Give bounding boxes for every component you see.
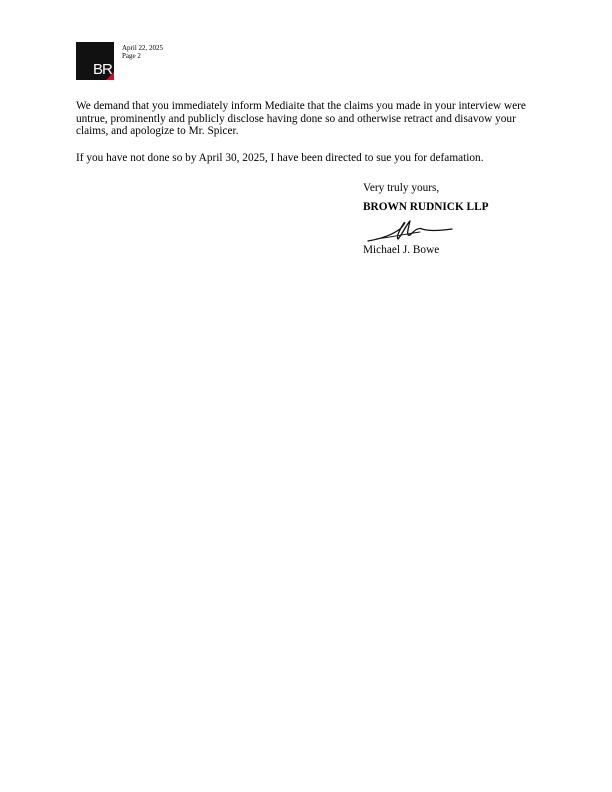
- body-paragraph-demand: We demand that you immediately inform Mediaite that the claims you made in your interview were untrue, prominently and publicly disclose having done so and otherwise retract and disavow your claims, and apologize to Mr. Spicer.: [76, 100, 526, 138]
- valediction: Very truly yours,: [363, 182, 440, 194]
- signer-name: Michael J. Bowe: [363, 244, 440, 256]
- body-paragraph-deadline: If you have not done so by April 30, 2025, I have been directed to sue you for defamation.: [76, 152, 484, 164]
- logo-accent-shape: [106, 72, 114, 80]
- page-number: Page 2: [122, 52, 141, 60]
- logo-text: BR: [93, 61, 112, 78]
- letter-date: April 22, 2025: [122, 44, 164, 52]
- page-header: [122, 44, 163, 60]
- firm-name: BROWN RUDNICK LLP: [363, 201, 489, 213]
- firm-logo: [76, 42, 114, 80]
- handwritten-signature: [366, 217, 456, 245]
